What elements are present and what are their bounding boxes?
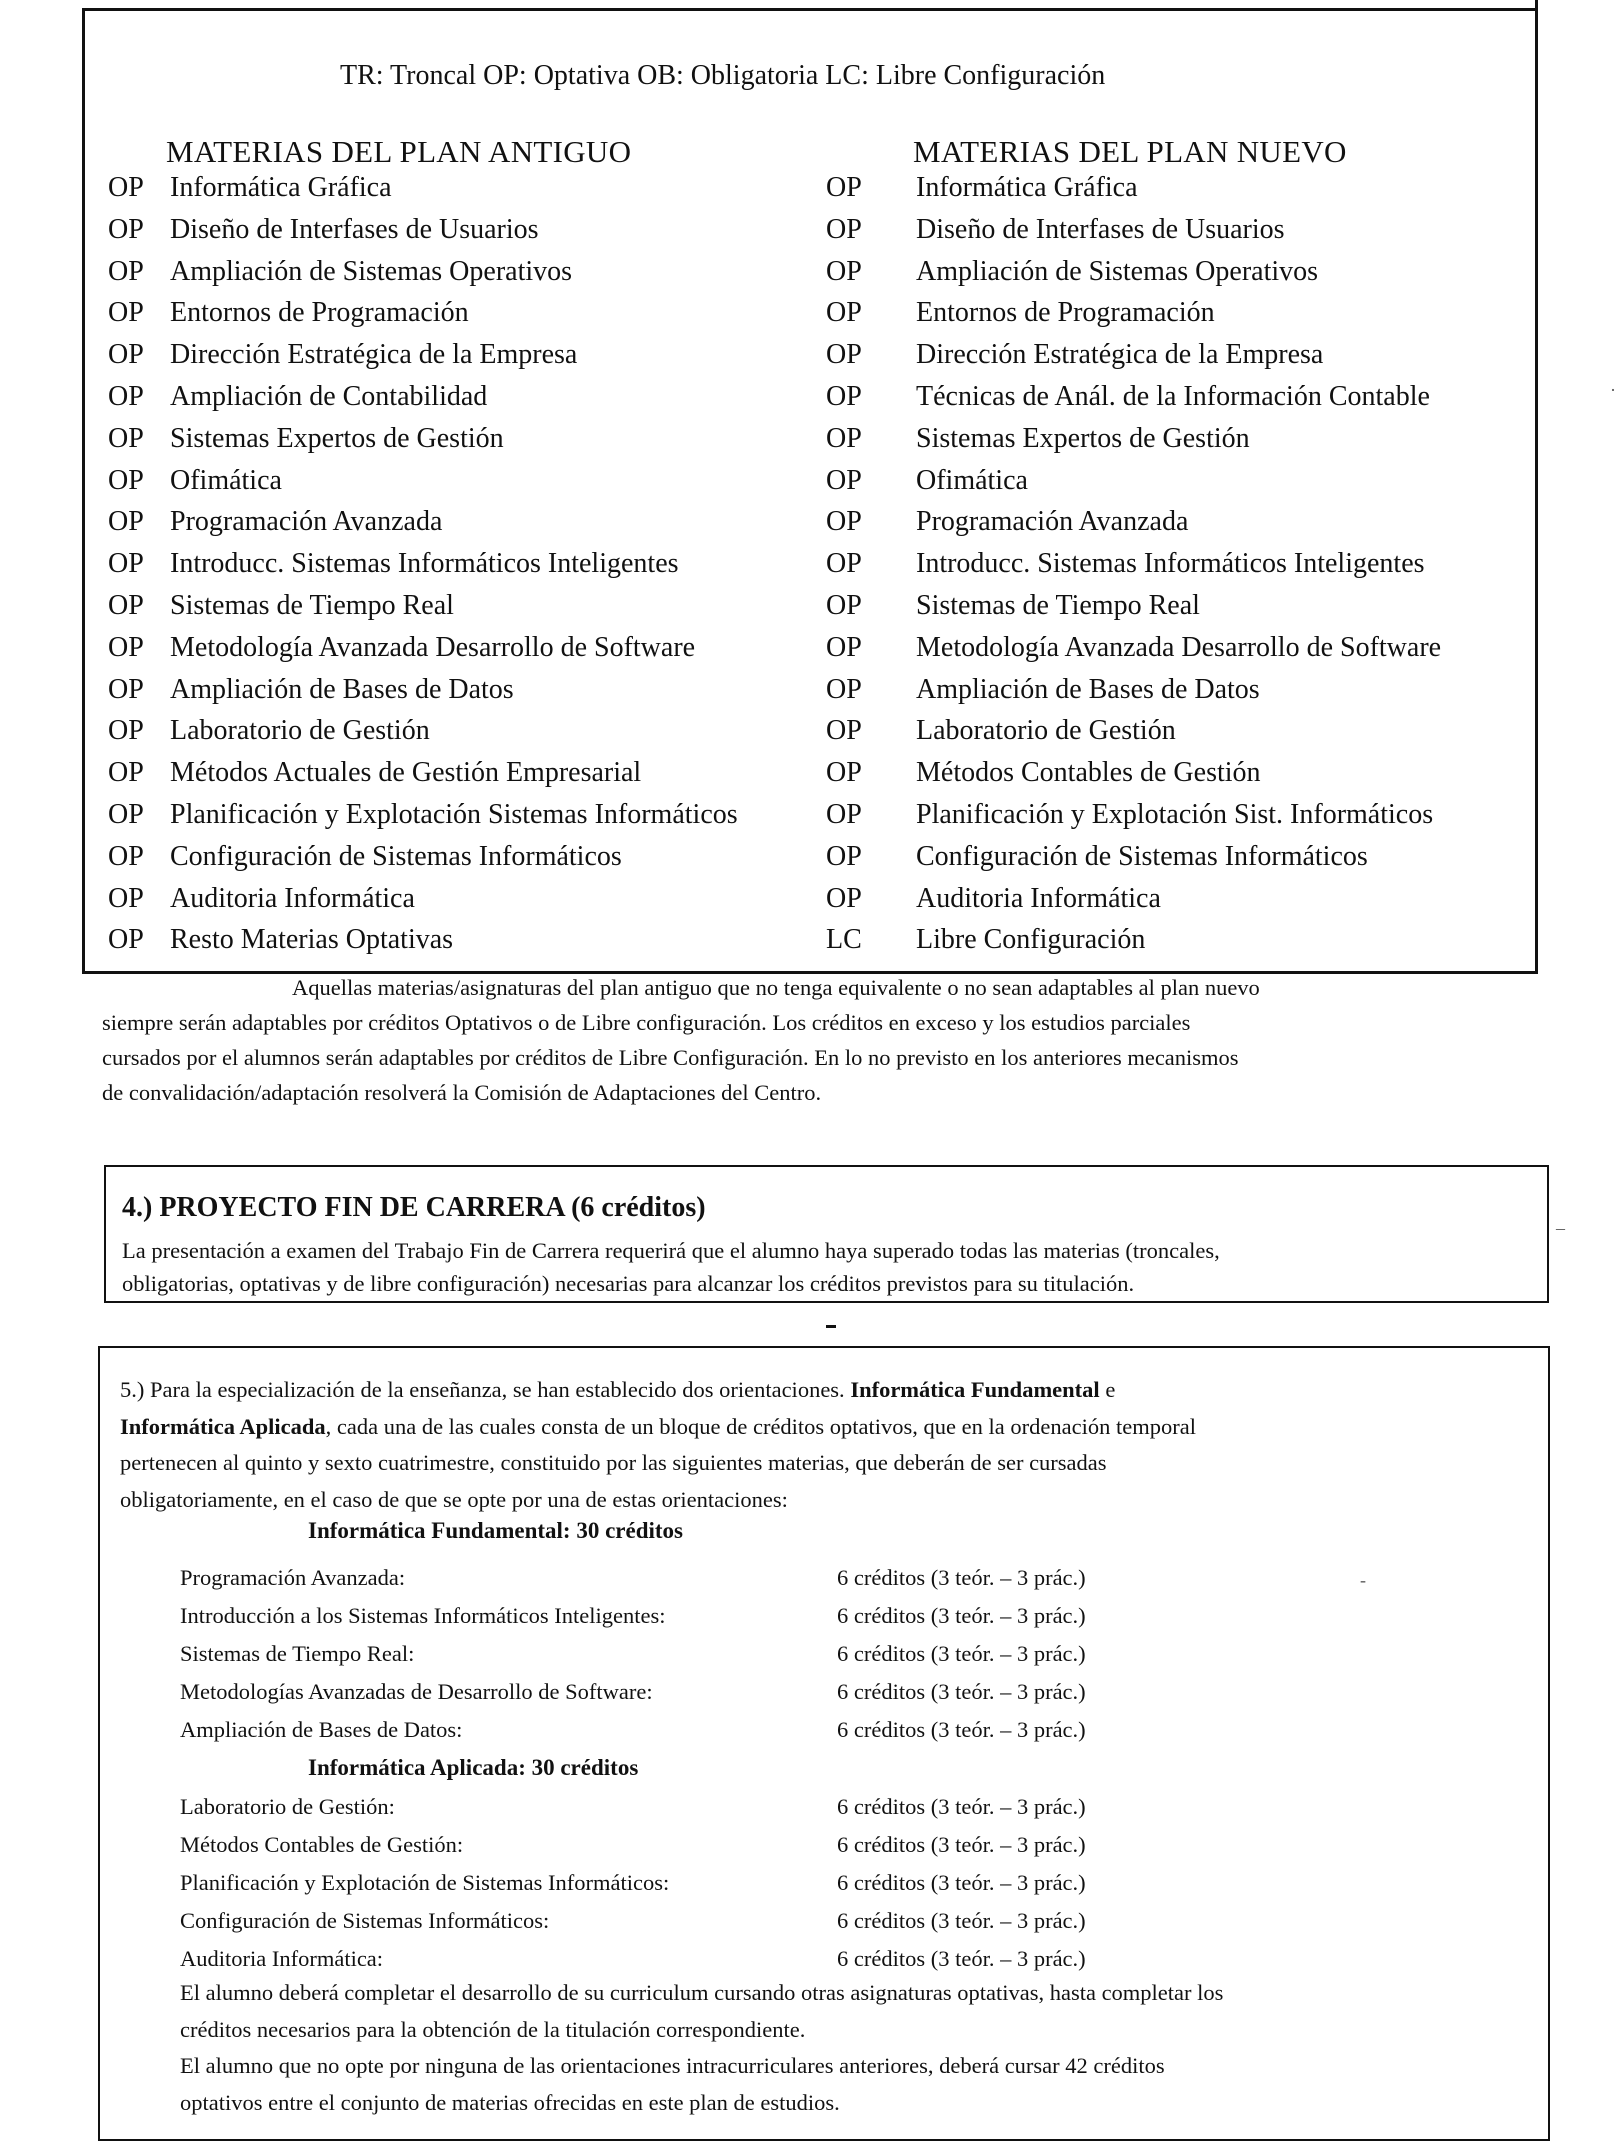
new-subject-type: OP xyxy=(826,799,862,830)
credit-row xyxy=(0,1603,1620,1637)
subject-credits: 6 créditos (3 teór. – 3 prác.) xyxy=(837,1908,1086,1933)
fundamental-heading: Informática Fundamental: 30 créditos xyxy=(308,1518,683,1543)
credit-row xyxy=(0,1679,1620,1713)
new-subject-type: OP xyxy=(826,590,862,621)
section5-intro-text: obligatoriamente, en el caso de que se opte por una de estas orientaciones: xyxy=(120,1486,788,1512)
old-subject-name: Informática Gráfica xyxy=(170,172,392,203)
adaptation-note-line: siempre serán adaptables por créditos Optativos o de Libre configuración. Los créditos en exceso y los estudios parciales xyxy=(102,1010,1191,1035)
conjunction: e xyxy=(1105,1377,1116,1402)
table-row xyxy=(0,297,1620,337)
old-subject-name: Diseño de Interfases de Usuarios xyxy=(170,213,539,245)
closing-paragraph-2 xyxy=(180,2048,1540,2121)
table-row xyxy=(0,632,1620,672)
table-row xyxy=(0,883,1620,923)
old-subject-type: OP xyxy=(108,799,144,830)
new-subject-type: OP xyxy=(826,422,862,454)
table-row xyxy=(0,841,1620,881)
new-subject-name: Programación Avanzada xyxy=(916,506,1189,538)
subject-name: Métodos Contables de Gestión: xyxy=(180,1832,464,1857)
old-subject-type: OP xyxy=(108,464,144,496)
new-subject-type: OP xyxy=(826,631,862,663)
old-subject-name: Entornos de Programación xyxy=(170,297,469,329)
credit-row xyxy=(0,1641,1620,1675)
orientation-fundamental: Informática Fundamental xyxy=(850,1377,1100,1402)
frame-corner-mark xyxy=(1535,0,1538,52)
credit-row xyxy=(0,1870,1620,1904)
aplicada-heading: Informática Aplicada: 30 créditos xyxy=(308,1755,639,1780)
old-subject-type: OP xyxy=(108,339,144,371)
table-row xyxy=(0,548,1620,588)
section4-title: 4.) PROYECTO FIN DE CARRERA (6 créditos) xyxy=(122,1192,706,1223)
new-subject-name: Sistemas Expertos de Gestión xyxy=(916,422,1250,454)
table-row xyxy=(0,674,1620,714)
new-subject-name: Planificación y Explotación Sist. Informáticos xyxy=(916,799,1434,830)
old-subject-type: OP xyxy=(108,882,144,914)
new-subject-type: OP xyxy=(826,172,862,203)
old-subject-type: OP xyxy=(108,757,144,789)
new-subject-type: OP xyxy=(826,548,862,580)
type-legend: TR: Troncal OP: Optativa OB: Obligatoria LC: Libre Configuración xyxy=(340,60,1106,91)
section4-body xyxy=(122,1234,1532,1300)
old-subject-name: Ofimática xyxy=(170,464,282,496)
old-subject-name: Ampliación de Bases de Datos xyxy=(170,673,514,705)
new-subject-name: Metodología Avanzada Desarrollo de Software xyxy=(916,631,1442,663)
subject-name: Ampliación de Bases de Datos: xyxy=(180,1717,463,1742)
new-subject-type: OP xyxy=(826,715,862,747)
credit-row xyxy=(0,1794,1620,1828)
table-row xyxy=(0,924,1620,964)
closing-paragraph-1 xyxy=(180,1975,1540,2048)
new-subject-name: Laboratorio de Gestión xyxy=(916,715,1176,747)
table-row xyxy=(0,590,1620,630)
new-subject-name: Ampliación de Sistemas Operativos xyxy=(916,255,1319,287)
old-subject-type: OP xyxy=(108,297,144,329)
old-subject-name: Sistemas Expertos de Gestión xyxy=(170,422,504,454)
subject-credits: 6 créditos (3 teór. – 3 prác.) xyxy=(837,1946,1086,1971)
subject-credits: 6 créditos (3 teór. – 3 prác.) xyxy=(837,1870,1086,1895)
subject-name: Configuración de Sistemas Informáticos: xyxy=(180,1908,550,1933)
table-row xyxy=(0,214,1620,254)
old-subject-type: OP xyxy=(108,715,144,747)
old-subject-type: OP xyxy=(108,255,144,287)
scan-speck: – xyxy=(1556,1218,1565,1238)
old-subject-type: OP xyxy=(108,673,144,705)
section5-intro-text: pertenecen al quinto y sexto cuatrimestre, constituido por las siguientes materias, que deberán de ser cursadas xyxy=(120,1450,1107,1475)
old-subject-type: OP xyxy=(108,631,144,663)
subject-name: Auditoria Informática: xyxy=(180,1946,384,1971)
adaptation-note-line: de convalidación/adaptación resolverá la Comisión de Adaptaciones del Centro. xyxy=(102,1080,822,1105)
subject-name: Sistemas de Tiempo Real: xyxy=(180,1641,415,1666)
new-subject-name: Diseño de Interfases de Usuarios xyxy=(916,213,1285,245)
credit-row xyxy=(0,1908,1620,1942)
subject-name: Planificación y Explotación de Sistemas Informáticos: xyxy=(180,1870,670,1895)
section4-line: obligatorias, optativas y de libre configuración) necesarias para alcanzar los créditos previstos para su titulación. xyxy=(122,1271,1135,1296)
closing-line: El alumno deberá completar el desarrollo de su curriculum cursando otras asignaturas optativas, hasta completar los xyxy=(180,1980,1224,2005)
old-subject-name: Dirección Estratégica de la Empresa xyxy=(170,339,578,371)
closing-line: créditos necesarios para la obtención de la titulación correspondiente. xyxy=(180,2016,806,2042)
new-subject-type: OP xyxy=(826,255,862,287)
table-row xyxy=(0,339,1620,379)
old-plan-heading: MATERIAS DEL PLAN ANTIGUO xyxy=(166,134,632,169)
new-subject-type: OP xyxy=(826,840,862,872)
old-subject-type: OP xyxy=(108,213,144,245)
section5-intro xyxy=(120,1372,1530,1518)
closing-line: El alumno que no opte por ninguna de las orientaciones intracurriculares anteriores, deberá cursar 42 créditos xyxy=(180,2053,1165,2078)
subject-credits: 6 créditos (3 teór. – 3 prác.) xyxy=(837,1832,1086,1857)
old-subject-name: Programación Avanzada xyxy=(170,506,443,538)
table-row xyxy=(0,757,1620,797)
section5-intro-text: , cada una de las cuales consta de un bloque de créditos optativos, que en la ordenación temporal xyxy=(325,1413,1196,1439)
new-subject-name: Introducc. Sistemas Informáticos Inteligentes xyxy=(916,548,1425,580)
new-subject-type: OP xyxy=(826,506,862,538)
subject-credits: 6 créditos (3 teór. – 3 prác.) xyxy=(837,1717,1086,1742)
old-subject-name: Configuración de Sistemas Informáticos xyxy=(170,840,622,872)
new-subject-name: Libre Configuración xyxy=(916,924,1146,956)
old-subject-type: OP xyxy=(108,590,144,621)
new-subject-type: OP xyxy=(826,381,862,412)
old-subject-type: OP xyxy=(108,548,144,580)
table-row xyxy=(0,465,1620,505)
scan-speck: · xyxy=(1610,380,1616,400)
scan-speck: - xyxy=(1360,1570,1366,1590)
orientation-aplicada: Informática Aplicada xyxy=(120,1413,326,1439)
new-subject-name: Auditoria Informática xyxy=(916,882,1161,914)
old-subject-name: Métodos Actuales de Gestión Empresarial xyxy=(170,757,642,789)
subject-name: Metodologías Avanzadas de Desarrollo de Software: xyxy=(180,1679,653,1704)
separator-mark xyxy=(826,1325,836,1328)
new-subject-type: LC xyxy=(826,924,862,956)
subject-name: Programación Avanzada: xyxy=(180,1565,406,1590)
old-subject-type: OP xyxy=(108,381,144,412)
new-subject-name: Técnicas de Anál. de la Información Contable xyxy=(916,381,1430,412)
section4-line: La presentación a examen del Trabajo Fin de Carrera requerirá que el alumno haya superado todas las materias (troncales, xyxy=(122,1238,1220,1263)
subject-credits: 6 créditos (3 teór. – 3 prác.) xyxy=(837,1641,1086,1666)
new-subject-type: OP xyxy=(826,757,862,789)
subject-name: Introducción a los Sistemas Informáticos Inteligentes: xyxy=(180,1603,666,1628)
old-subject-type: OP xyxy=(108,924,144,956)
old-subject-type: OP xyxy=(108,172,144,203)
new-subject-name: Dirección Estratégica de la Empresa xyxy=(916,339,1324,371)
new-subject-name: Métodos Contables de Gestión xyxy=(916,757,1261,789)
old-subject-name: Auditoria Informática xyxy=(170,882,415,914)
old-subject-name: Metodología Avanzada Desarrollo de Software xyxy=(170,631,696,663)
table-row xyxy=(0,423,1620,463)
credit-row xyxy=(0,1717,1620,1751)
credit-row xyxy=(0,1565,1620,1599)
table-row xyxy=(0,506,1620,546)
old-subject-name: Ampliación de Sistemas Operativos xyxy=(170,255,573,287)
new-subject-name: Configuración de Sistemas Informáticos xyxy=(916,840,1368,872)
new-subject-type: OP xyxy=(826,882,862,914)
old-subject-name: Laboratorio de Gestión xyxy=(170,715,430,747)
new-subject-type: OP xyxy=(826,213,862,245)
new-subject-name: Sistemas de Tiempo Real xyxy=(916,590,1200,621)
credit-row xyxy=(0,1832,1620,1866)
new-subject-type: OP xyxy=(826,339,862,371)
table-row xyxy=(0,715,1620,755)
new-subject-type: OP xyxy=(826,673,862,705)
table-row xyxy=(0,256,1620,296)
old-subject-type: OP xyxy=(108,506,144,538)
adaptation-note-line: Aquellas materias/asignaturas del plan antiguo que no tenga equivalente o no sean adaptables al plan nuevo xyxy=(292,975,1260,1000)
subject-credits: 6 créditos (3 teór. – 3 prác.) xyxy=(837,1679,1086,1704)
new-subject-type: OP xyxy=(826,464,862,496)
old-subject-name: Planificación y Explotación Sistemas Informáticos xyxy=(170,799,738,830)
subject-credits: 6 créditos (3 teór. – 3 prác.) xyxy=(837,1794,1086,1819)
old-subject-name: Resto Materias Optativas xyxy=(170,924,454,956)
old-subject-name: Ampliación de Contabilidad xyxy=(170,381,488,412)
new-subject-name: Ofimática xyxy=(916,464,1028,496)
new-subject-name: Entornos de Programación xyxy=(916,297,1215,329)
section5-intro-text: 5.) Para la especialización de la enseñanza, se han establecido dos orientaciones. xyxy=(120,1377,845,1402)
new-plan-heading: MATERIAS DEL PLAN NUEVO xyxy=(913,134,1347,169)
new-subject-type: OP xyxy=(826,297,862,329)
table-row xyxy=(0,381,1620,421)
new-subject-name: Ampliación de Bases de Datos xyxy=(916,673,1260,705)
old-subject-type: OP xyxy=(108,840,144,872)
subject-credits: 6 créditos (3 teór. – 3 prác.) xyxy=(837,1565,1086,1590)
old-subject-type: OP xyxy=(108,422,144,454)
table-row xyxy=(0,172,1620,212)
table-row xyxy=(0,799,1620,839)
old-subject-name: Introducc. Sistemas Informáticos Inteligentes xyxy=(170,548,679,580)
new-subject-name: Informática Gráfica xyxy=(916,172,1138,203)
old-subject-name: Sistemas de Tiempo Real xyxy=(170,590,454,621)
adaptation-note xyxy=(102,970,1582,1110)
adaptation-note-line: cursados por el alumnos serán adaptables por créditos de Libre Configuración. En lo no previsto en los anteriores mecanismos xyxy=(102,1045,1239,1070)
closing-line: optativos entre el conjunto de materias ofrecidas en este plan de estudios. xyxy=(180,2089,840,2115)
subject-name: Laboratorio de Gestión: xyxy=(180,1794,395,1819)
subject-credits: 6 créditos (3 teór. – 3 prác.) xyxy=(837,1603,1086,1628)
